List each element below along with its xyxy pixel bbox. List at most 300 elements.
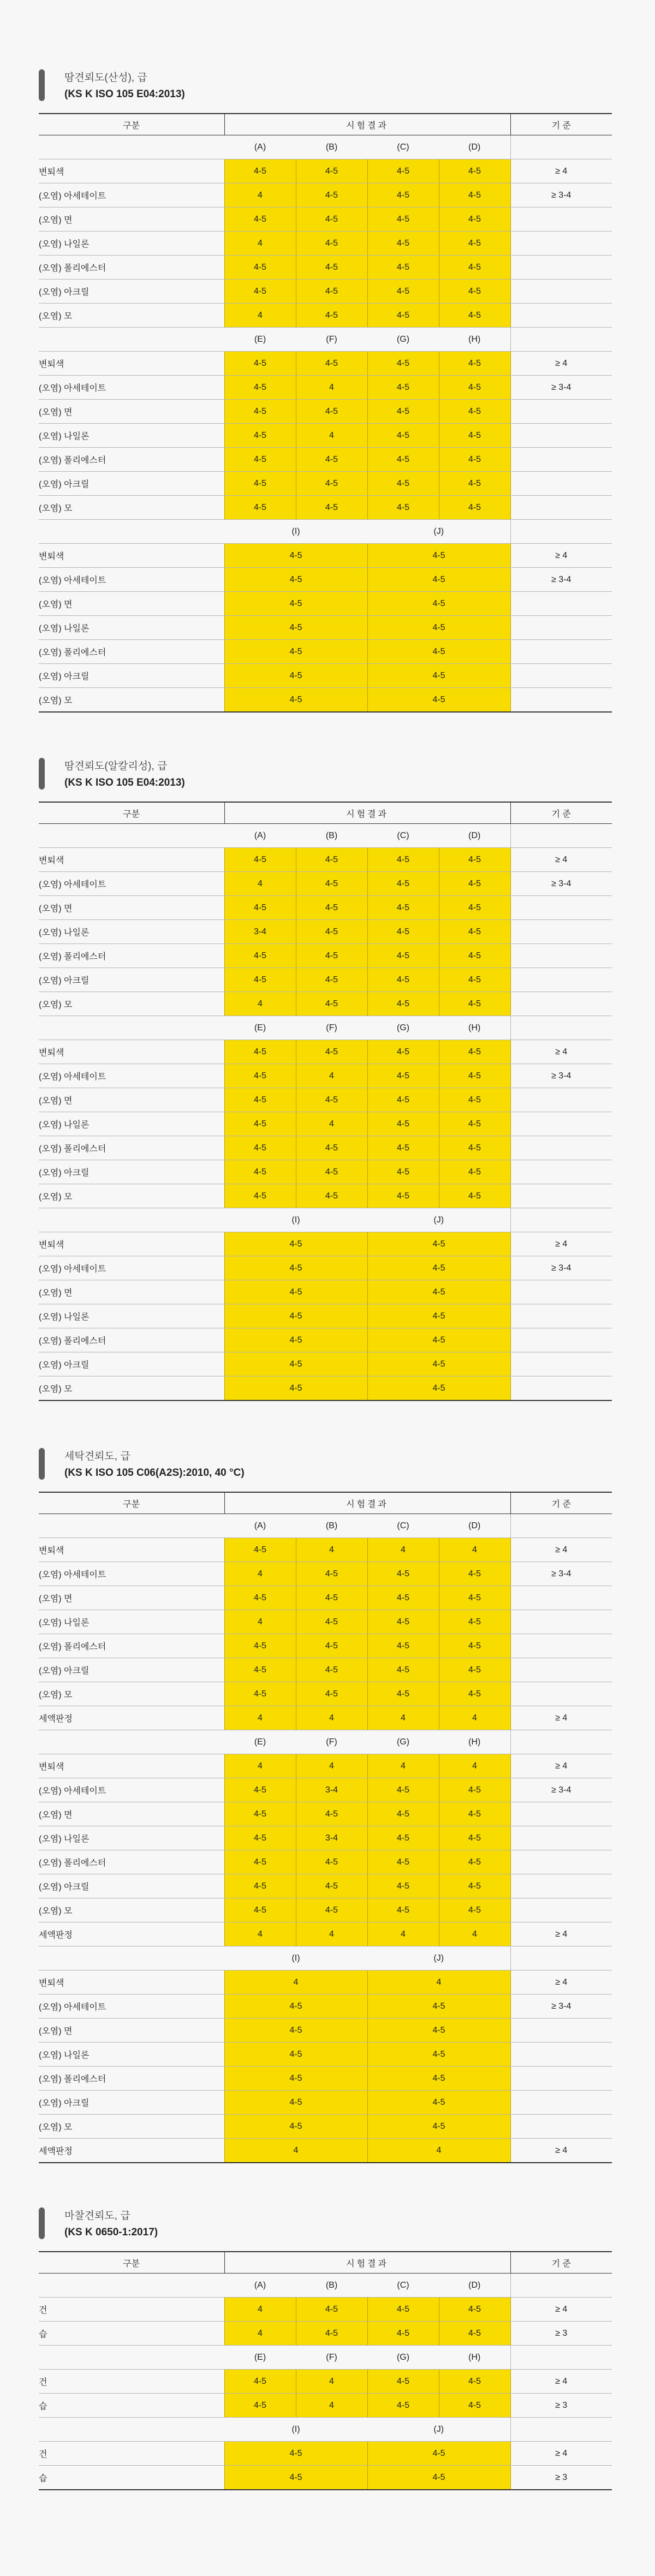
empty-cell — [510, 135, 612, 159]
table-row — [39, 1376, 612, 1401]
table-row — [39, 592, 612, 616]
row-label: (오염) 모 — [39, 496, 224, 520]
result-value: 4 — [296, 1706, 367, 1730]
sample-label: (B) — [296, 1514, 367, 1538]
criteria-value — [510, 992, 612, 1016]
header-results: 시험결과 — [224, 114, 510, 135]
result-value: 4-5 — [224, 1376, 367, 1401]
sample-label: (I) — [224, 1208, 367, 1232]
criteria-value — [510, 920, 612, 944]
result-value: 4-5 — [367, 1586, 439, 1610]
result-value: 4 — [224, 1754, 296, 1778]
result-value: 4-5 — [224, 640, 367, 664]
criteria-value — [510, 1874, 612, 1898]
section-title: 세탁견뢰도, 급 — [64, 1451, 130, 1462]
criteria-value: ≥ 4 — [510, 1538, 612, 1562]
row-label: (오염) 나일론 — [39, 232, 224, 256]
result-value: 4-5 — [367, 688, 510, 713]
header-results: 시험결과 — [224, 2252, 510, 2274]
table-row — [39, 664, 612, 688]
result-value: 4-5 — [367, 1562, 439, 1586]
result-value: 4-5 — [439, 1064, 510, 1088]
criteria-value: ≥ 3 — [510, 2394, 612, 2418]
section-title: 땀견뢰도(알칼리성), 급 — [64, 761, 168, 772]
result-value: 4-5 — [224, 848, 296, 872]
criteria-value — [510, 207, 612, 232]
result-value: 4 — [367, 1922, 439, 1946]
empty-cell — [39, 1016, 224, 1040]
result-value: 3-4 — [296, 1778, 367, 1802]
criteria-value: ≥ 3-4 — [510, 1064, 612, 1088]
result-value: 4-5 — [224, 616, 367, 640]
result-value: 4 — [439, 1922, 510, 1946]
table-row — [39, 1634, 612, 1658]
criteria-value — [510, 400, 612, 424]
row-label: (오염) 폴리에스터 — [39, 1850, 224, 1874]
result-value: 3-4 — [224, 920, 296, 944]
sample-label: (G) — [367, 2346, 439, 2370]
criteria-value — [510, 448, 612, 472]
criteria-value: ≥ 4 — [510, 2442, 612, 2466]
result-value: 4 — [224, 1610, 296, 1634]
result-value: 4-5 — [367, 896, 439, 920]
result-value: 4-5 — [367, 1850, 439, 1874]
table-row — [39, 2394, 612, 2418]
result-value: 4-5 — [439, 944, 510, 968]
table-row — [39, 2043, 612, 2067]
table-row — [39, 2298, 612, 2322]
table-row — [39, 640, 612, 664]
section-sweat-alkaline — [39, 758, 612, 1394]
table-header-row — [39, 2252, 612, 2274]
result-value: 4-5 — [367, 2043, 510, 2067]
criteria-value: ≥ 3-4 — [510, 1778, 612, 1802]
result-value: 4-5 — [224, 968, 296, 992]
row-label: (오염) 아세테이트 — [39, 872, 224, 896]
result-value: 4-5 — [439, 1634, 510, 1658]
result-value: 4 — [367, 1754, 439, 1778]
result-value: 4-5 — [224, 1682, 296, 1706]
sample-label: (E) — [224, 1016, 296, 1040]
sample-label-row — [39, 2346, 612, 2370]
result-value: 4-5 — [439, 1610, 510, 1634]
result-value: 4-5 — [367, 304, 439, 328]
result-value: 4-5 — [439, 1658, 510, 1682]
criteria-value — [510, 1610, 612, 1634]
row-label: (오염) 면 — [39, 1088, 224, 1112]
result-value: 4-5 — [439, 1160, 510, 1184]
sample-label-row — [39, 2274, 612, 2298]
result-value: 4-5 — [439, 280, 510, 304]
table-row — [39, 872, 612, 896]
result-value: 4 — [439, 1754, 510, 1778]
table-row — [39, 1874, 612, 1898]
result-value: 4-5 — [367, 376, 439, 400]
result-value: 4-5 — [296, 1850, 367, 1874]
sample-label: (C) — [367, 1514, 439, 1538]
row-label: 건 — [39, 2298, 224, 2322]
criteria-value — [510, 2115, 612, 2139]
result-value: 4 — [224, 2298, 296, 2322]
result-value: 4-5 — [224, 352, 296, 376]
sample-label-row — [39, 520, 612, 544]
result-value: 4-5 — [224, 1352, 367, 1376]
results-table — [39, 113, 612, 713]
result-value: 4-5 — [296, 2322, 367, 2346]
result-value: 4-5 — [296, 232, 367, 256]
result-value: 3-4 — [296, 1826, 367, 1850]
result-value: 4-5 — [296, 1682, 367, 1706]
sample-label-row — [39, 328, 612, 352]
result-value: 4-5 — [439, 183, 510, 207]
row-label: (오염) 모 — [39, 1376, 224, 1401]
result-value: 4-5 — [296, 496, 367, 520]
result-value: 4-5 — [224, 2466, 367, 2490]
result-value: 4-5 — [439, 968, 510, 992]
result-value: 4-5 — [296, 1634, 367, 1658]
sample-label: (F) — [296, 2346, 367, 2370]
empty-cell — [510, 1016, 612, 1040]
result-value: 4 — [296, 1922, 367, 1946]
row-label: (오염) 나일론 — [39, 1112, 224, 1136]
row-label: (오염) 나일론 — [39, 1304, 224, 1328]
result-value: 4-5 — [296, 848, 367, 872]
result-value: 4-5 — [296, 1562, 367, 1586]
result-value: 4 — [296, 1064, 367, 1088]
table-row — [39, 1586, 612, 1610]
table-row — [39, 1898, 612, 1922]
sample-label: (D) — [439, 1514, 510, 1538]
empty-cell — [510, 1730, 612, 1754]
result-value: 4-5 — [367, 1898, 439, 1922]
criteria-value: ≥ 4 — [510, 1232, 612, 1256]
result-value: 4-5 — [367, 2298, 439, 2322]
sample-label: (E) — [224, 2346, 296, 2370]
criteria-value — [510, 1586, 612, 1610]
result-value: 4-5 — [367, 592, 510, 616]
row-label: (오염) 나일론 — [39, 1610, 224, 1634]
result-value: 4 — [224, 183, 296, 207]
section-title: 마찰견뢰도, 급 — [64, 2210, 130, 2222]
result-value: 4-5 — [224, 896, 296, 920]
sample-label: (A) — [224, 2274, 296, 2298]
result-value: 4-5 — [439, 1088, 510, 1112]
criteria-value — [510, 944, 612, 968]
criteria-value: ≥ 4 — [510, 544, 612, 568]
criteria-value: ≥ 3 — [510, 2322, 612, 2346]
result-value: 4-5 — [367, 664, 510, 688]
empty-cell — [510, 2274, 612, 2298]
result-value: 4-5 — [367, 1112, 439, 1136]
result-value: 4-5 — [224, 1184, 296, 1208]
result-value: 4-5 — [224, 1280, 367, 1304]
row-label: (오염) 아크릴 — [39, 1874, 224, 1898]
empty-cell — [39, 1208, 224, 1232]
result-value: 4-5 — [367, 159, 439, 183]
criteria-value: ≥ 4 — [510, 1970, 612, 1995]
result-value: 4-5 — [367, 2115, 510, 2139]
result-value: 4-5 — [439, 2298, 510, 2322]
section-title: 땀견뢰도(산성), 급 — [64, 72, 147, 84]
result-value: 4 — [224, 2322, 296, 2346]
result-value: 4-5 — [224, 2067, 367, 2091]
result-value: 4-5 — [224, 2091, 367, 2115]
result-value: 4-5 — [367, 544, 510, 568]
criteria-value — [510, 1136, 612, 1160]
result-value: 4-5 — [224, 256, 296, 280]
row-label: (오염) 면 — [39, 592, 224, 616]
sample-label: (H) — [439, 1016, 510, 1040]
result-value: 4-5 — [439, 352, 510, 376]
criteria-value — [510, 896, 612, 920]
row-label: (오염) 아세테이트 — [39, 376, 224, 400]
result-value: 4-5 — [367, 1136, 439, 1160]
row-label: (오염) 아크릴 — [39, 280, 224, 304]
sample-label: (A) — [224, 824, 296, 848]
result-value: 4-5 — [224, 400, 296, 424]
result-value: 4-5 — [296, 159, 367, 183]
header-category: 구분 — [39, 1492, 224, 1514]
result-value: 4-5 — [224, 1040, 296, 1064]
result-value: 4-5 — [296, 992, 367, 1016]
row-label: (오염) 모 — [39, 992, 224, 1016]
result-value: 4-5 — [224, 2442, 367, 2466]
result-value: 4-5 — [296, 872, 367, 896]
table-row — [39, 1232, 612, 1256]
result-value: 4-5 — [367, 496, 439, 520]
table-row — [39, 944, 612, 968]
table-body — [39, 114, 612, 712]
criteria-value — [510, 472, 612, 496]
section-marker — [39, 69, 45, 101]
result-value: 4-5 — [367, 1826, 439, 1850]
criteria-value — [510, 616, 612, 640]
result-value: 4-5 — [296, 1610, 367, 1634]
table-row — [39, 688, 612, 713]
table-row — [39, 1112, 612, 1136]
table-row — [39, 1538, 612, 1562]
result-value: 4-5 — [367, 1088, 439, 1112]
table-row — [39, 2067, 612, 2091]
result-value: 4-5 — [224, 2043, 367, 2067]
row-label: 건 — [39, 2370, 224, 2394]
table-row — [39, 2019, 612, 2043]
sample-label: (J) — [367, 2418, 510, 2442]
row-label: (오염) 나일론 — [39, 2043, 224, 2067]
row-label: (오염) 폴리에스터 — [39, 640, 224, 664]
result-value: 4-5 — [439, 207, 510, 232]
row-label: (오염) 아세테이트 — [39, 1995, 224, 2019]
table-row — [39, 1562, 612, 1586]
result-value: 4-5 — [296, 2298, 367, 2322]
sample-label: (I) — [224, 2418, 367, 2442]
criteria-value — [510, 2043, 612, 2067]
result-value: 4-5 — [224, 1538, 296, 1562]
criteria-value: ≥ 3-4 — [510, 1562, 612, 1586]
table-row — [39, 992, 612, 1016]
result-value: 4-5 — [439, 1562, 510, 1586]
row-label: (오염) 아세테이트 — [39, 1256, 224, 1280]
table-row — [39, 896, 612, 920]
row-label: (오염) 모 — [39, 1184, 224, 1208]
header-results: 시험결과 — [224, 802, 510, 824]
criteria-value — [510, 640, 612, 664]
section-washing — [39, 1448, 612, 2156]
sample-label: (J) — [367, 1946, 510, 1970]
row-label: (오염) 아크릴 — [39, 2091, 224, 2115]
result-value: 4-5 — [367, 1304, 510, 1328]
result-value: 4-5 — [367, 2466, 510, 2490]
result-value: 4-5 — [296, 920, 367, 944]
row-label: 변퇴색 — [39, 544, 224, 568]
section-marker — [39, 758, 45, 790]
section-marker — [39, 1448, 45, 1480]
result-value: 4 — [296, 1112, 367, 1136]
criteria-value: ≥ 4 — [510, 2139, 612, 2163]
criteria-value: ≥ 4 — [510, 1922, 612, 1946]
row-label: (오염) 아크릴 — [39, 472, 224, 496]
table-row — [39, 1256, 612, 1280]
table-row — [39, 2322, 612, 2346]
table-row — [39, 568, 612, 592]
table-row — [39, 1970, 612, 1995]
result-value: 4-5 — [367, 2067, 510, 2091]
criteria-value — [510, 1850, 612, 1874]
row-label: (오염) 아세테이트 — [39, 183, 224, 207]
criteria-value: ≥ 4 — [510, 1040, 612, 1064]
sample-label: (G) — [367, 1016, 439, 1040]
sample-label: (I) — [224, 520, 367, 544]
result-value: 4-5 — [367, 968, 439, 992]
table-row — [39, 1328, 612, 1352]
sample-label: (E) — [224, 1730, 296, 1754]
result-value: 4 — [296, 424, 367, 448]
table-row — [39, 1922, 612, 1946]
table-row — [39, 159, 612, 183]
empty-cell — [39, 2274, 224, 2298]
result-value: 4-5 — [224, 1160, 296, 1184]
criteria-value — [510, 1898, 612, 1922]
result-value: 4-5 — [439, 304, 510, 328]
sample-label: (A) — [224, 135, 296, 159]
row-label: (오염) 나일론 — [39, 424, 224, 448]
row-label: 변퇴색 — [39, 848, 224, 872]
result-value: 4-5 — [439, 1898, 510, 1922]
row-label: (오염) 면 — [39, 1280, 224, 1304]
row-label: (오염) 모 — [39, 1898, 224, 1922]
result-value: 4-5 — [224, 1995, 367, 2019]
result-value: 4-5 — [367, 1995, 510, 2019]
sample-label: (J) — [367, 1208, 510, 1232]
table-row — [39, 2370, 612, 2394]
row-label: (오염) 아세테이트 — [39, 1562, 224, 1586]
header-criteria: 기 준 — [510, 802, 612, 824]
table-row — [39, 1658, 612, 1682]
sample-label: (I) — [224, 1946, 367, 1970]
result-value: 4-5 — [224, 568, 367, 592]
result-value: 4-5 — [296, 280, 367, 304]
result-value: 4-5 — [439, 848, 510, 872]
result-value: 4-5 — [439, 1778, 510, 1802]
table-row — [39, 256, 612, 280]
criteria-value — [510, 1184, 612, 1208]
result-value: 4-5 — [296, 207, 367, 232]
result-value: 4-5 — [367, 2322, 439, 2346]
result-value: 4-5 — [367, 992, 439, 1016]
result-value: 4-5 — [224, 664, 367, 688]
table-header-row — [39, 114, 612, 135]
table-row — [39, 848, 612, 872]
result-value: 4-5 — [224, 1874, 296, 1898]
result-value: 4 — [296, 1538, 367, 1562]
result-value: 4-5 — [224, 1802, 296, 1826]
result-value: 4-5 — [224, 1658, 296, 1682]
sample-label-row — [39, 1730, 612, 1754]
empty-cell — [39, 135, 224, 159]
result-value: 4-5 — [367, 256, 439, 280]
table-row — [39, 2466, 612, 2490]
result-value: 4-5 — [296, 304, 367, 328]
table-row — [39, 1280, 612, 1304]
result-value: 4-5 — [367, 1802, 439, 1826]
row-label: (오염) 폴리에스터 — [39, 448, 224, 472]
result-value: 4 — [224, 872, 296, 896]
table-row — [39, 1610, 612, 1634]
sample-label: (F) — [296, 1730, 367, 1754]
result-value: 4-5 — [224, 1778, 296, 1802]
table-row — [39, 183, 612, 207]
result-value: 4 — [367, 1706, 439, 1730]
result-value: 4-5 — [439, 1136, 510, 1160]
header-criteria: 기 준 — [510, 1492, 612, 1514]
result-value: 4-5 — [224, 2370, 296, 2394]
result-value: 4-5 — [367, 1184, 439, 1208]
result-value: 4 — [296, 376, 367, 400]
result-value: 4-5 — [296, 896, 367, 920]
results-table — [39, 802, 612, 1401]
result-value: 4-5 — [367, 232, 439, 256]
result-value: 4 — [224, 1706, 296, 1730]
empty-cell — [39, 328, 224, 352]
result-value: 4-5 — [224, 1304, 367, 1328]
result-value: 4-5 — [367, 1376, 510, 1401]
result-value: 4 — [224, 1562, 296, 1586]
result-value: 4 — [367, 1538, 439, 1562]
result-value: 4-5 — [224, 472, 296, 496]
result-value: 4-5 — [224, 1136, 296, 1160]
result-value: 4-5 — [224, 1088, 296, 1112]
result-value: 4-5 — [439, 2394, 510, 2418]
table-row — [39, 1826, 612, 1850]
result-value: 4-5 — [224, 207, 296, 232]
result-value: 4-5 — [296, 1586, 367, 1610]
row-label: (오염) 폴리에스터 — [39, 1634, 224, 1658]
criteria-value: ≥ 4 — [510, 2298, 612, 2322]
table-row — [39, 1040, 612, 1064]
result-value: 4-5 — [224, 944, 296, 968]
result-value: 4 — [296, 2394, 367, 2418]
result-value: 4-5 — [224, 2394, 296, 2418]
section-header — [39, 758, 612, 802]
sample-label: (B) — [296, 135, 367, 159]
row-label: (오염) 면 — [39, 400, 224, 424]
result-value: 4-5 — [224, 1232, 367, 1256]
result-value: 4-5 — [296, 1874, 367, 1898]
section-standard: (KS K 0650-1:2017) — [64, 2227, 158, 2238]
result-value: 4-5 — [224, 1328, 367, 1352]
result-value: 4-5 — [439, 896, 510, 920]
result-value: 4-5 — [224, 1634, 296, 1658]
